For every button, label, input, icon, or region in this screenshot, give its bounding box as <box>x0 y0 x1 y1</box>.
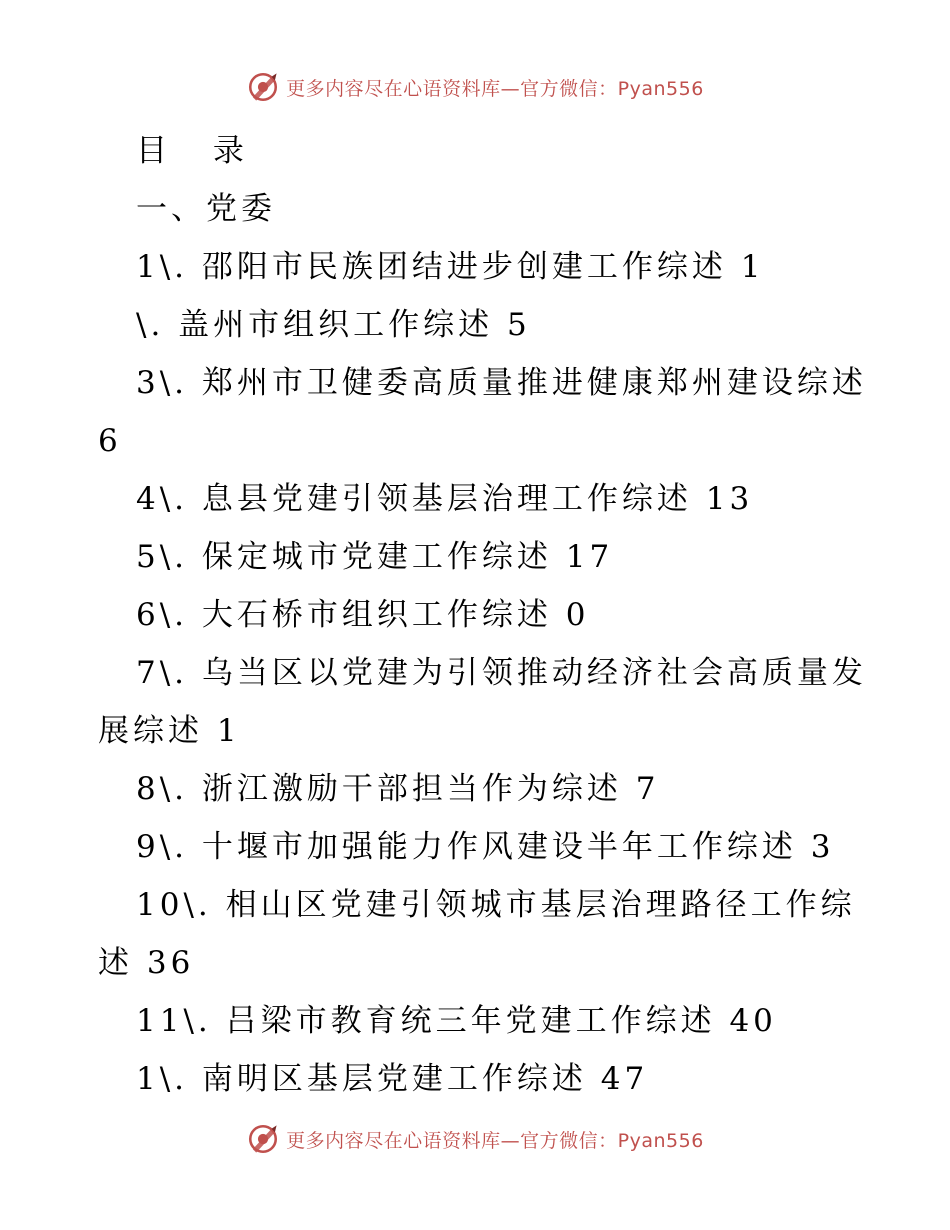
toc-entry: 1\. 邵阳市民族团结进步创建工作综述 1 <box>136 249 765 285</box>
header-watermark <box>0 70 950 104</box>
toc-entry: 11\. 吕梁市教育统三年党建工作综述 40 <box>136 1003 777 1039</box>
watermark-text: 更多内容尽在心语资料库—官方微信：Pyan556 <box>286 77 704 100</box>
pen-circle-logo-icon <box>246 70 280 104</box>
toc-entry-continuation: 6 <box>98 423 122 459</box>
toc-entry: 1\. 南明区基层党建工作综述 47 <box>136 1061 649 1097</box>
pen-circle-logo-icon <box>246 1122 280 1156</box>
toc-entry-continuation: 述 36 <box>98 945 195 981</box>
toc-entry: 8\. 浙江激励干部担当作为综述 7 <box>136 771 660 807</box>
toc-entry-continuation: 展综述 1 <box>98 713 241 749</box>
toc-section-heading: 一、党委 <box>136 191 276 227</box>
toc-entry: 9\. 十堰市加强能力作风建设半年工作综述 3 <box>136 829 835 865</box>
table-of-contents <box>0 122 950 1108</box>
watermark-text: 更多内容尽在心语资料库—官方微信：Pyan556 <box>286 1129 704 1152</box>
toc-entry: 6\. 大石桥市组织工作综述 0 <box>136 597 590 633</box>
toc-entry: 7\. 乌当区以党建为引领推动经济社会高质量发 <box>136 655 867 691</box>
toc-entry: 5\. 保定城市党建工作综述 17 <box>136 539 614 575</box>
footer-watermark <box>0 1122 950 1156</box>
toc-entry: 3\. 郑州市卫健委高质量推进健康郑州建设综述 <box>136 365 867 401</box>
toc-entry: 4\. 息县党建引领基层治理工作综述 13 <box>136 481 754 517</box>
toc-title: 目 录 <box>136 133 262 169</box>
toc-entry: 10\. 相山区党建引领城市基层治理路径工作综 <box>136 887 856 923</box>
toc-entry: \. 盖州市组织工作综述 5 <box>136 307 531 343</box>
